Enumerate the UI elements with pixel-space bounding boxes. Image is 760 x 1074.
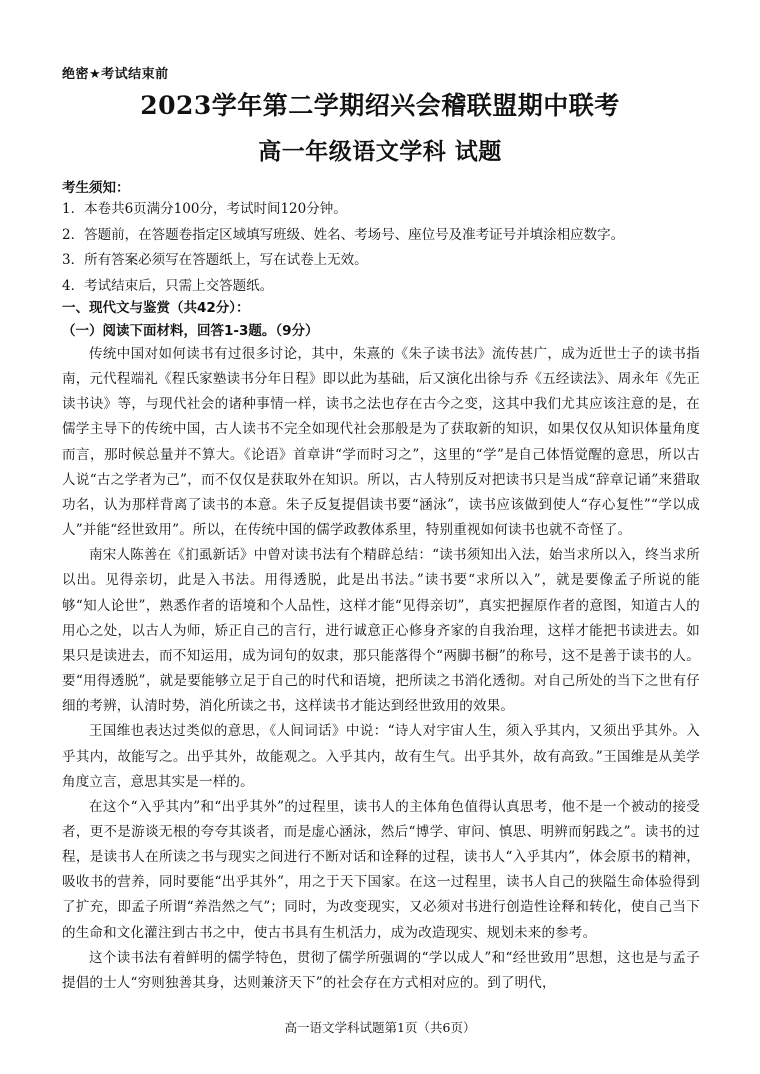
notice-heading: 考生须知： (62, 180, 130, 196)
passage-paragraph: 在这个“入乎其内”和“出乎其外”的过程里，读书人的主体角色值得认真思考，他不是一个被动的接受者，更不是游谈无根的夸夸其谈者，而是虚心涵泳，然后“博学、审问、慎思、明辨而躬践之”。读书的过程，是读书人在所读之书与现实之间进行不断对话和诠释的过程，读书人“入乎其内”，体会原书的精神，吸收书的营养，同时要能“出乎其外”，用之于天下国家。在这一过程里，读书人自己的狭隘生命体验得到了扩充，即孟子所谓“养浩然之气”；同时，为改变现实，又必须对书进行创造性诠释和转化，使自己当下的生命和文化灌注到古书之中，使古书具有生机活力，成为改造现实、规划未来的参考。 (62, 798, 700, 941)
exam-title: 2023学年第二学期绍兴会稽联盟期中联考 (140, 91, 620, 120)
confidential-mark: 绝密★考试结束前 (62, 67, 169, 82)
subsection-heading: （一）阅读下面材料，回答1-3题。（9分） (62, 323, 319, 339)
passage-paragraph: 南宋人陈善在《扪虱新话》中曾对读书法有个精辟总结：“读书须知出入法，始当求所以入，终当求所以出。见得亲切，此是入书法。用得透脱，此是出书法。”读书要“求所以入”，就是要像孟子所说的能够“知人论世”，熟悉作者的语境和个人品性，这样才能“见得亲切”，真实把握原作者的意图，知道古人的用心之处，以古人为师，矫正自己的言行，进行诚意正心修身齐家的自我治理，这样才能把书读进去。如果只是读进去，而不知运用，成为词句的奴隶，那只能落得个“两脚书橱”的称号，这不是善于读书的人。要“用得透脱”，就是要能够立足于自己的时代和语境，把所读之书消化透彻。对自己所处的当下之世有仔细的考辨，认清时势，消化所读之书，这样读书才能达到经世致用的效果。 (62, 547, 700, 715)
notice-item: 2．答题前，在答题卷指定区域填写班级、姓名、考场号、座位号及准考证号并填涂相应数字。 (62, 226, 625, 243)
notice-list (62, 197, 742, 299)
passage-paragraph: 这个读书法有着鲜明的儒学特色，贯彻了儒学所强调的“学以成人”和“经世致用”思想，这也是与孟子提倡的士人“穷则独善其身，达则兼济天下”的社会存在方式相对应的。到了明代， (62, 949, 700, 991)
exam-subtitle: 高一年级语文学科 试题 (258, 138, 502, 165)
passage-paragraph: 传统中国对如何读书有过很多讨论，其中，朱熹的《朱子读书法》流传甚广，成为近世士子的读书指南，元代程端礼《程氏家塾读书分年日程》即以此为基础，后又演化出徐与乔《五经读法》、周永年《先正读书诀》等，与现代社会的诸种事情一样，读书之法也存在古今之变，这其中我们尤其应该注意的是，在儒学主导下的传统中国，古人读书不完全如现代社会那般是为了获取新的知识，如果仅仅从知识体量角度而言，那时候总量并不算大。《论语》首章讲“学而时习之”，这里的“学”是自己体悟觉醒的意思，所以古人说“古之学者为己”，而不仅仅是获取外在知识。所以，古人特别反对把读书只是当成“辞章记诵”来猎取功名，认为那样背离了读书的本意。朱子反复提倡读书要“涵泳”，读书应该做到使人“存心复性”“学以成人”并能“经世致用”。所以，在传统中国的儒学政教体系里，特别重视如何读书也就不奇怪了。 (62, 346, 700, 539)
page-footer: 高一语文学科试题第1页（共6页） (284, 1020, 476, 1035)
notice-item: 3．所有答案必须写在答题纸上，写在试卷上无效。 (62, 252, 368, 268)
notice-item: 1．本卷共6页满分100分，考试时间120分钟。 (62, 201, 347, 217)
section-heading: 一、现代文与鉴赏（共42分）： (62, 300, 250, 316)
reading-passage (62, 342, 700, 996)
notice-item: 4．考试结束后，只需上交答题纸。 (62, 277, 274, 294)
passage-paragraph: 王国维也表达过类似的意思，《人间词话》中说：“诗人对宇宙人生，须入乎其内，又须出乎其外。入乎其内，故能写之。出乎其外，故能观之。入乎其内，故有生气。出乎其外，故有高致。”王国维是从美学角度立言，意思其实是一样的。 (62, 723, 700, 790)
